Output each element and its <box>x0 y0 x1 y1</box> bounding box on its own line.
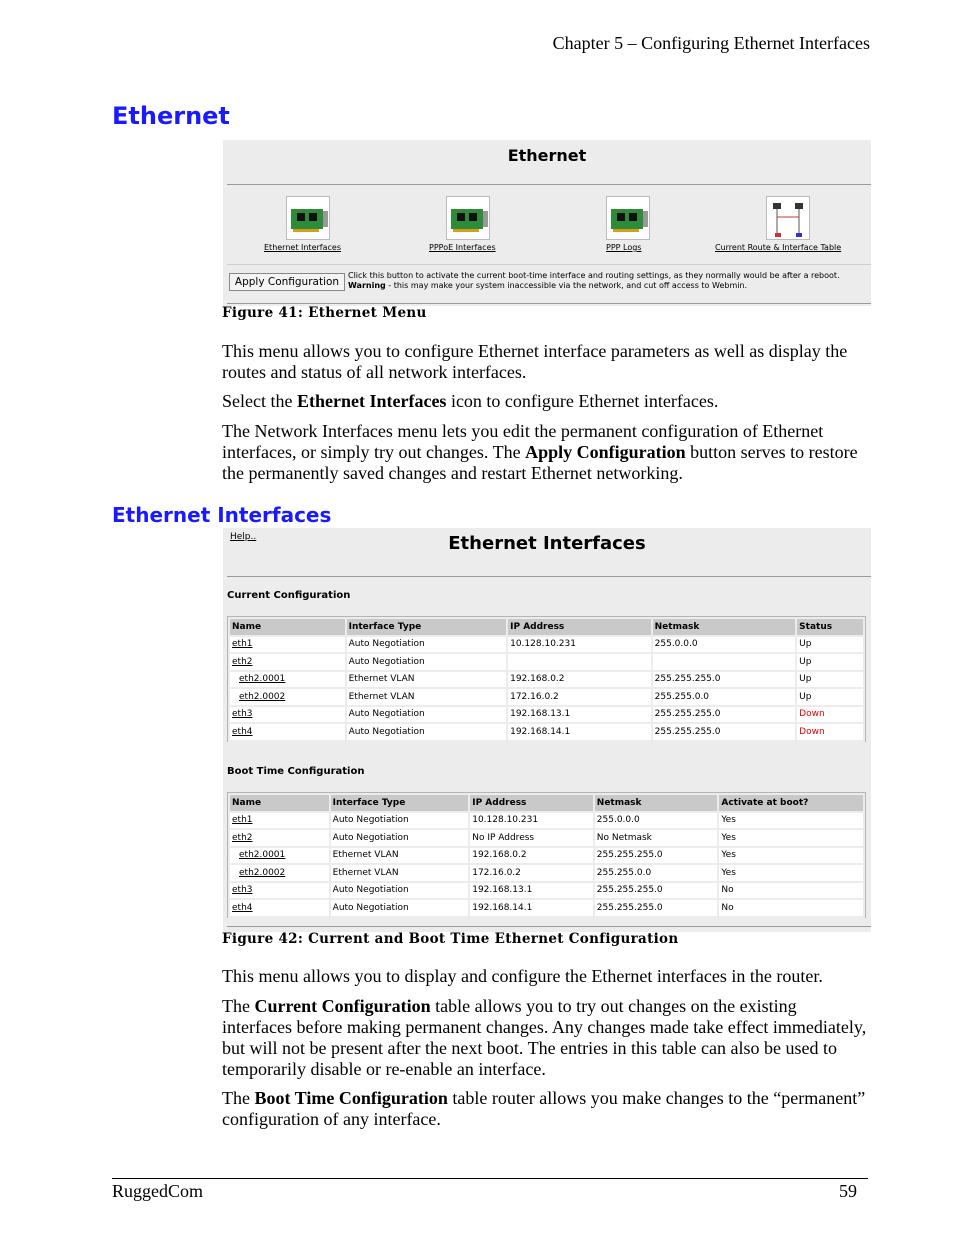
footer-company: RuggedCom <box>112 1181 204 1201</box>
interface-link[interactable]: eth2 <box>230 654 345 670</box>
boot-config-table <box>228 793 865 918</box>
table-row <box>230 848 863 864</box>
interface-link[interactable]: eth1 <box>230 813 329 829</box>
divider <box>227 184 871 185</box>
table-cell: Auto Negotiation <box>347 707 506 723</box>
route-table-link[interactable]: Current Route & Interface Table <box>715 243 842 252</box>
table-row <box>230 830 863 846</box>
interface-link[interactable]: eth1 <box>230 637 345 653</box>
column-header: Netmask <box>653 619 796 635</box>
divider <box>227 576 871 577</box>
pppoe-interfaces-link[interactable]: PPPoE Interfaces <box>429 243 496 252</box>
paragraph: This menu allows you to display and configure the Ethernet interfaces in the router. <box>222 966 823 986</box>
paragraph: The Current Configuration table allows you to try out changes on the existing interfaces before making permanent changes. Any changes made take effect immediately, but will not be present after the next boot. The entries in this table can also be used to temporarily disable or re-enable an interface. <box>222 996 867 1079</box>
table-cell: 255.255.0.0 <box>595 865 718 881</box>
table-header-row <box>230 795 863 811</box>
ethernet-interfaces-screenshot <box>223 528 871 932</box>
table-cell: 192.168.13.1 <box>508 707 651 723</box>
routing-diagram-icon[interactable] <box>766 196 810 240</box>
table-cell: Auto Negotiation <box>347 724 506 740</box>
interface-link[interactable]: eth2.0002 <box>230 689 345 705</box>
table-cell: 192.168.0.2 <box>470 848 593 864</box>
paragraph: This menu allows you to configure Ethernet interface parameters as well as display the routes and status of all network interfaces. <box>222 341 848 382</box>
table-cell: Up <box>797 672 863 688</box>
apply-configuration-button[interactable]: Apply Configuration <box>229 273 345 291</box>
table-cell: 255.255.0.0 <box>653 689 796 705</box>
table-cell: 172.16.0.2 <box>470 865 593 881</box>
interface-link[interactable]: eth4 <box>230 724 345 740</box>
divider <box>227 303 871 304</box>
table-cell: Ethernet VLAN <box>331 865 469 881</box>
ethernet-interfaces-title: Ethernet Interfaces <box>448 533 646 554</box>
table-cell: Auto Negotiation <box>347 637 506 653</box>
table-cell: 192.168.0.2 <box>508 672 651 688</box>
table-cell: Auto Negotiation <box>331 813 469 829</box>
table-cell: 192.168.13.1 <box>470 883 593 899</box>
table-cell: Yes <box>719 813 863 829</box>
table-cell: 255.0.0.0 <box>595 813 718 829</box>
table-cell <box>508 654 651 670</box>
interface-link[interactable]: eth2.0001 <box>230 672 345 688</box>
table-cell: Up <box>797 637 863 653</box>
table-cell: 172.16.0.2 <box>508 689 651 705</box>
divider <box>227 926 871 927</box>
ppp-logs-link[interactable]: PPP Logs <box>606 243 642 252</box>
table-cell: Auto Negotiation <box>331 900 469 916</box>
interface-link[interactable]: eth2.0001 <box>230 848 329 864</box>
table-cell: 192.168.14.1 <box>470 900 593 916</box>
table-row <box>230 813 863 829</box>
table-cell: 255.255.255.0 <box>653 724 796 740</box>
table-row <box>230 707 863 723</box>
column-header: Status <box>797 619 863 635</box>
paragraph: The Boot Time Configuration table router allows you make changes to the “permanent” configuration of any interface. <box>222 1088 866 1129</box>
network-card-icon[interactable] <box>446 196 490 240</box>
section-heading-ethernet: Ethernet <box>112 102 230 130</box>
table-cell: Up <box>797 654 863 670</box>
table-row <box>230 637 863 653</box>
column-header: Activate at boot? <box>719 795 863 811</box>
column-header: Name <box>230 795 329 811</box>
table-cell: 255.0.0.0 <box>653 637 796 653</box>
apply-description: Click this button to activate the current boot-time interface and routing settings, as they normally would be after a reboot. Warning - this may make your system inaccessible via the network, and cut off access to Webmin. <box>348 271 840 290</box>
table-row <box>230 654 863 670</box>
table-row <box>230 865 863 881</box>
table-cell: 255.255.255.0 <box>653 707 796 723</box>
table-cell: Ethernet VLAN <box>347 672 506 688</box>
running-header: Chapter 5 – Configuring Ethernet Interfaces <box>552 33 870 53</box>
table-row <box>230 900 863 916</box>
ethernet-menu-screenshot <box>223 140 871 306</box>
page-number: 59 <box>839 1181 857 1201</box>
footer-rule <box>112 1178 868 1179</box>
current-config-table <box>228 617 865 742</box>
table-cell: 255.255.255.0 <box>595 900 718 916</box>
table-cell: No IP Address <box>470 830 593 846</box>
table-cell: Yes <box>719 865 863 881</box>
table-cell: Down <box>797 707 863 723</box>
table-row <box>230 672 863 688</box>
paragraph: Select the Ethernet Interfaces icon to configure Ethernet interfaces. <box>222 391 719 411</box>
table-cell: 10.128.10.231 <box>508 637 651 653</box>
section-heading-ethernet-interfaces: Ethernet Interfaces <box>112 503 332 527</box>
table-cell: Auto Negotiation <box>347 654 506 670</box>
ethernet-interfaces-link[interactable]: Ethernet Interfaces <box>264 243 341 252</box>
divider <box>227 264 871 265</box>
table-row <box>230 724 863 740</box>
paragraph: The Network Interfaces menu lets you edit the permanent configuration of Ethernet interfaces, or simply try out changes. The Apply Configuration button serves to restore the permanently saved changes and restart Ethernet networking. <box>222 421 858 483</box>
table-cell: 255.255.255.0 <box>653 672 796 688</box>
column-header: Interface Type <box>331 795 469 811</box>
table-cell: No <box>719 883 863 899</box>
table-row <box>230 883 863 899</box>
figure-caption: Figure 41: Ethernet Menu <box>222 305 427 321</box>
interface-link[interactable]: eth3 <box>230 707 345 723</box>
table-row <box>230 689 863 705</box>
table-cell: 192.168.14.1 <box>508 724 651 740</box>
table-cell <box>653 654 796 670</box>
network-card-icon[interactable] <box>606 196 650 240</box>
column-header: IP Address <box>508 619 651 635</box>
table-cell: Down <box>797 724 863 740</box>
column-header: IP Address <box>470 795 593 811</box>
network-card-icon[interactable] <box>286 196 330 240</box>
boot-config-heading: Boot Time Configuration <box>227 766 365 777</box>
column-header: Name <box>230 619 345 635</box>
table-cell: 255.255.255.0 <box>595 883 718 899</box>
interface-link[interactable]: eth4 <box>230 900 329 916</box>
figure-caption: Figure 42: Current and Boot Time Ethernet Configuration <box>222 931 679 947</box>
table-cell: No <box>719 900 863 916</box>
table-cell: 255.255.255.0 <box>595 848 718 864</box>
table-cell: Yes <box>719 848 863 864</box>
ethernet-menu-title: Ethernet <box>507 146 587 165</box>
interface-link[interactable]: eth2.0002 <box>230 865 329 881</box>
table-cell: Ethernet VLAN <box>331 848 469 864</box>
current-config-heading: Current Configuration <box>227 590 351 601</box>
table-cell: Auto Negotiation <box>331 883 469 899</box>
interface-link[interactable]: eth3 <box>230 883 329 899</box>
column-header: Interface Type <box>347 619 506 635</box>
table-cell: Up <box>797 689 863 705</box>
table-cell: No Netmask <box>595 830 718 846</box>
column-header: Netmask <box>595 795 718 811</box>
table-header-row <box>230 619 863 635</box>
table-cell: Auto Negotiation <box>331 830 469 846</box>
interface-link[interactable]: eth2 <box>230 830 329 846</box>
table-cell: Yes <box>719 830 863 846</box>
table-cell: Ethernet VLAN <box>347 689 506 705</box>
help-link[interactable]: Help.. <box>230 532 257 542</box>
table-cell: 10.128.10.231 <box>470 813 593 829</box>
